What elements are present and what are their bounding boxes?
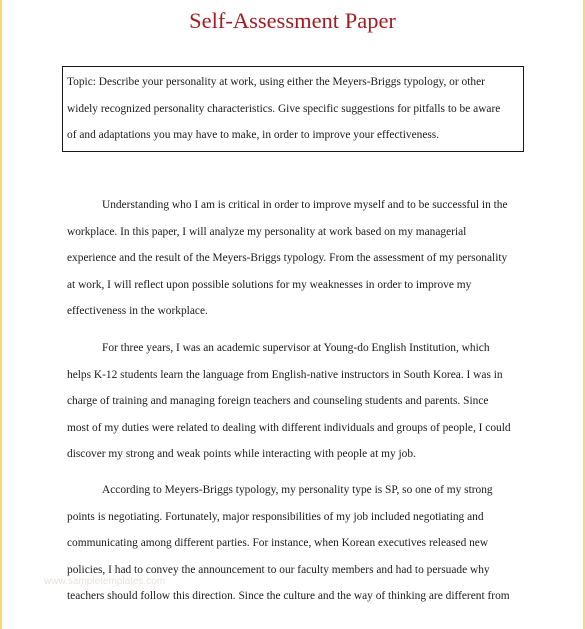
paragraph-line: charge of training and managing foreign teachers and counseling students and parents. Since bbox=[67, 395, 489, 407]
paragraph-3 bbox=[67, 477, 527, 610]
topic-line: Topic: Describe your personality at work, using either the Meyers-Briggs typology, or other bbox=[67, 76, 485, 88]
paragraph-line: effectiveness in the workplace. bbox=[67, 305, 208, 317]
paragraph-line: policies, I had to convey the announcement to our faculty members and had to persuade why bbox=[67, 563, 490, 576]
topic-line: of and adaptations you may have to make, in order to improve your effectiveness. bbox=[67, 129, 440, 141]
topic-line: widely recognized personality characteristics. Give specific suggestions for pitfalls to be aware bbox=[67, 102, 501, 115]
paragraph-line: Understanding who I am is critical in order to improve myself and to be successful in the bbox=[102, 199, 508, 211]
document-title: Self-Assessment Paper bbox=[189, 8, 396, 33]
topic-box bbox=[62, 66, 524, 152]
paragraph-line: helps K-12 students learn the language from English-native instructors in South Korea. I was in bbox=[67, 368, 503, 381]
watermark: www.sampletemplates.com bbox=[44, 576, 166, 587]
paragraph-line: workplace. In this paper, I will analyze my personality at work based on my managerial bbox=[67, 225, 467, 238]
paragraph-line: at work, I will reflect upon possible solutions for my weaknesses in order to improve my bbox=[67, 278, 472, 291]
document-page bbox=[2, 0, 583, 629]
paragraph-line: teachers should follow this direction. Since the culture and the way of thinking are different from bbox=[67, 590, 510, 602]
paragraph-line: communicating among different parties. For instance, when Korean executives released new bbox=[67, 537, 489, 549]
paragraph-line: most of my duties were related to dealing with different individuals and groups of people, I could bbox=[67, 421, 511, 434]
paragraph-line: For three years, I was an academic supervisor at Young-do English Institution, which bbox=[102, 342, 490, 354]
paragraph-2 bbox=[67, 335, 527, 468]
paragraph-line: points is negotiating. Fortunately, major responsibilities of my job included negotiating and bbox=[67, 510, 484, 523]
paragraph-line: According to Meyers-Briggs typology, my personality type is SP, so one of my strong bbox=[102, 484, 493, 496]
paragraph-line: discover my strong and weak points while interacting with people at my job. bbox=[67, 448, 416, 460]
paragraph-1 bbox=[67, 192, 527, 325]
paragraph-line: experience and the result of the Meyers-Briggs typology. From the assessment of my personality bbox=[67, 252, 508, 264]
